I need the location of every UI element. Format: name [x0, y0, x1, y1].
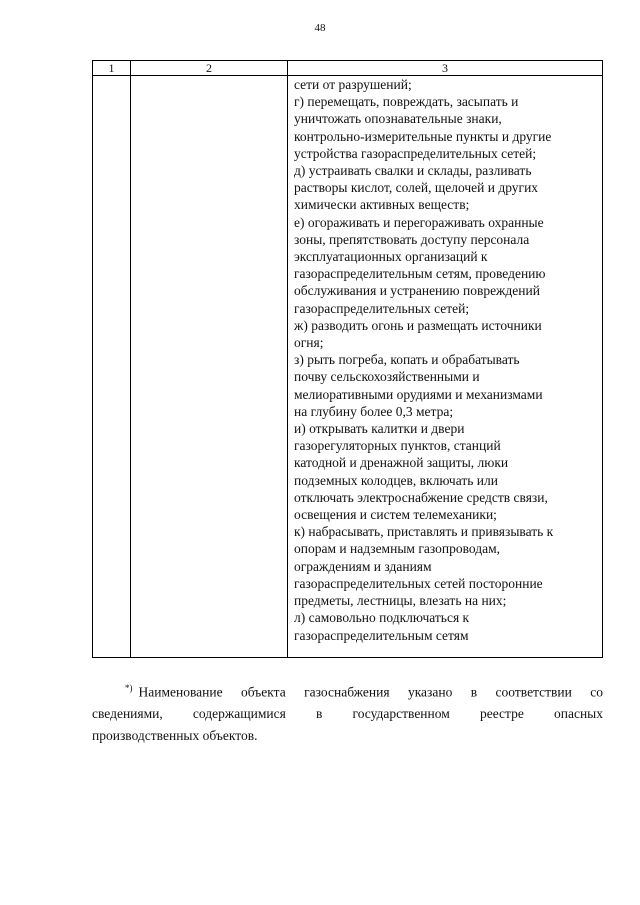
text-line: е) огораживать и перегораживать охранные	[294, 214, 544, 230]
text-line: огня;	[294, 335, 324, 351]
prohibitions-text	[288, 76, 602, 644]
text-line: химически активных веществ;	[294, 197, 470, 213]
table-header-row	[93, 61, 603, 76]
text-line: газораспределительных сетей;	[294, 300, 470, 316]
footnote-line-2: сведениями, содержащимися в государственном реестре опасных	[92, 706, 603, 721]
regulation-table	[92, 60, 603, 658]
text-line: л) самовольно подключаться к	[294, 610, 470, 626]
text-line: на глубину более 0,3 метра;	[294, 403, 454, 419]
column-header-1: 1	[93, 61, 131, 76]
text-line: подземных колодцев, включать или	[294, 472, 498, 488]
text-line: отключать электроснабжение средств связи,	[294, 489, 548, 505]
text-line: освещения и систем телемеханики;	[294, 507, 497, 523]
text-line: зоны, препятствовать доступу персонала	[294, 231, 530, 247]
text-line: газорегуляторных пунктов, станций	[294, 438, 501, 454]
footnote-marker: *)	[125, 683, 133, 693]
text-line: катодной и дренажной защиты, люки	[294, 455, 509, 471]
column-header-2: 2	[131, 61, 288, 76]
text-line: ограждениям и зданиям	[294, 558, 432, 574]
footnote-line-1	[92, 678, 603, 703]
text-line: ж) разводить огонь и размещать источники	[294, 317, 542, 333]
column-header-3: 3	[288, 61, 603, 76]
text-line: растворы кислот, солей, щелочей и других	[294, 180, 539, 196]
page-number: 48	[314, 22, 326, 34]
footnote-text-1: Наименование объекта газоснабжения указано в соответствии со	[138, 684, 603, 700]
table-cell-col3	[288, 76, 603, 658]
text-line: газораспределительным сетям	[294, 627, 469, 643]
text-line: газораспределительных сетей посторонние	[294, 575, 543, 591]
text-line: мелиоративными орудиями и механизмами	[294, 386, 543, 402]
text-line: устройства газораспределительных сетей;	[294, 145, 537, 161]
table-cell-col2	[131, 76, 288, 658]
text-line: г) перемещать, повреждать, засыпать и	[294, 94, 519, 110]
table-row	[93, 76, 603, 658]
text-line: уничтожать опознавательные знаки,	[294, 111, 502, 127]
text-line: з) рыть погреба, копать и обрабатывать	[294, 352, 520, 368]
text-line: д) устраивать свалки и склады, разливать	[294, 163, 532, 179]
text-line: предметы, лестницы, влезать на них;	[294, 593, 507, 609]
footnote	[92, 678, 603, 746]
table-cell-col1	[93, 76, 131, 658]
text-line: сети от разрушений;	[294, 77, 412, 92]
text-line: к) набрасывать, приставлять и привязывать к	[294, 524, 554, 540]
text-line: контрольно-измерительные пункты и другие	[294, 128, 552, 144]
text-line: и) открывать калитки и двери	[294, 421, 465, 437]
text-line: почву сельскохозяйственными и	[294, 369, 480, 385]
text-line: эксплуатационных организаций к	[294, 249, 488, 265]
text-line: газораспределительным сетям, проведению	[294, 266, 546, 282]
text-line: обслуживания и устранению повреждений	[294, 283, 540, 299]
footnote-line-3: производственных объектов.	[92, 727, 258, 743]
text-line: опорам и надземным газопроводам,	[294, 541, 500, 557]
